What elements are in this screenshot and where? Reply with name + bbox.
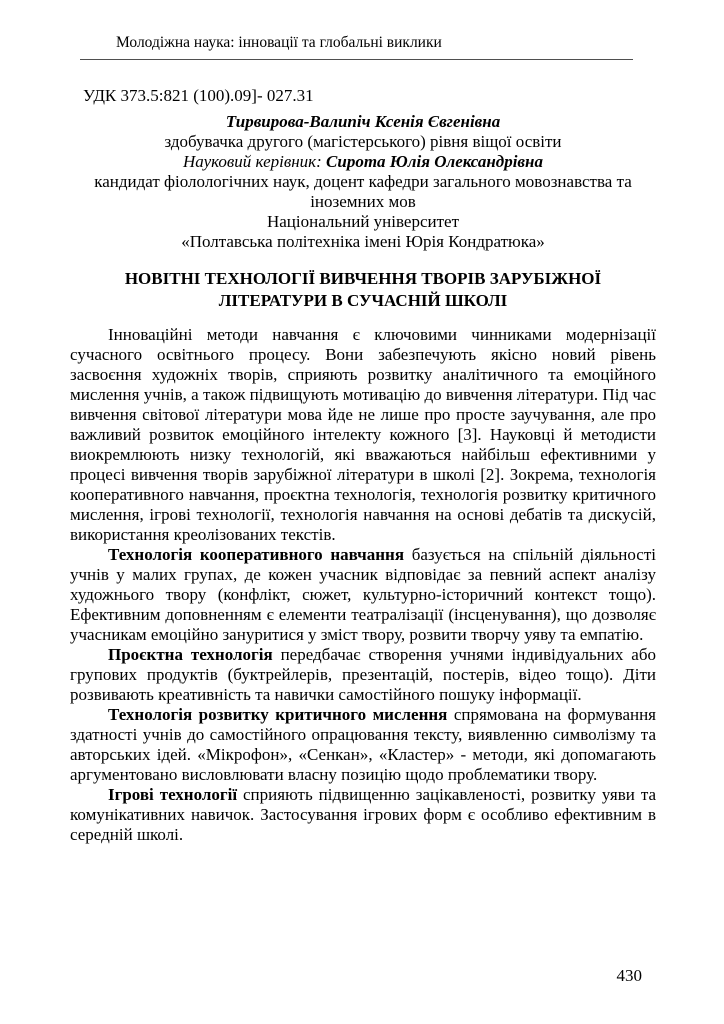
affiliation-line-2: «Полтавська політехніка імені Юрія Кондратюка» [181, 232, 545, 251]
paragraph-lead: Проєктна технологія [108, 645, 273, 664]
paragraph [70, 325, 656, 545]
article-title: НОВІТНІ ТЕХНОЛОГІЇ ВИВЧЕННЯ ТВОРІВ ЗАРУБІЖНОЇ ЛІТЕРАТУРИ В СУЧАСНІЙ ШКОЛІ [124, 269, 602, 310]
supervisor-role: кандидат фіолологічних наук, доцент кафедри загального мовознавства та іноземних мов [94, 172, 632, 211]
paragraph-lead: Технологія кооперативного навчання [108, 545, 405, 564]
paragraph [70, 785, 656, 845]
paragraph-text: Інноваційні методи навчання є ключовими чинниками модернізації сучасного освітнього процесу. Вони забезпечують якісно новий рівень засвоєння художніх творів, сприяють розвитку аналітичного та емоційного мислення учнів, а також підвищують мотивацію до вивчення літератури. Під час вивчення світової літератури мова йде не лише про просте заучування, але про важливий розвиток емоційного інтелекту кожного [3]. Науковці й методисти виокремлюють низку технологій, які вважаються найбільш ефективними у процесі вивчення творів зарубіжної літератури в школі [2]. Зокрема, технологія кооперативного навчання, проєктна технологія, технологія розвитку критичного мислення, ігрові технології, технологія навчання на основі дебатів та дискусій, використання креолізованих текстів. [70, 325, 656, 544]
paragraph-lead: Ігрові технології [108, 785, 238, 804]
affiliation-line-1: Національний університет [266, 212, 460, 231]
paragraph-text: сприяють підвищенню зацікавленості, розвитку уяви та комунікативних навичок. Застосування ігрових форм є особливо ефективним в середній школі. [70, 785, 657, 844]
article-body [70, 325, 656, 845]
page-content [0, 86, 724, 845]
running-head [80, 34, 633, 60]
udc-code: УДК 373.5:821 (100).09]- 027.31 [83, 86, 314, 105]
paragraph-text: передбачає створення учнями індивідуальних або групових продуктів (буктрейлерів, презентацій, постерів, відео тощо). Діти розвивають креативність та навички самостійного пошуку інформації. [70, 645, 656, 704]
author-role: здобувачка другого (магістерського) рівня віщої освіти [164, 132, 562, 151]
paragraph-text: базується на спільній діяльності учнів у малих групах, де кожен учасник відповідає за певний аспект аналізу художнього твору (конфлікт, сюжет, культурно-історичний контекст тощо). Ефективним доповненням є елементи театралізації (інсценування), що дозволяє учасникам емоційно зануритися у зміст твору, розвити творчу уяву та емпатію. [70, 545, 656, 644]
running-head-text: Молодіжна наука: інновації та глобальні виклики [116, 34, 442, 51]
paragraph-text: спрямована на формування здатності учнів до самостійного опрацювання тексту, виявленню символізму та авторських ідей. «Мікрофон», «Сенкан», «Кластер» - методи, які допомагають аргументовано висловлювати власну позицію щодо проблематики твору. [70, 705, 656, 784]
paragraph [70, 545, 656, 645]
page-number: 430 [616, 966, 642, 985]
paragraph [70, 705, 656, 785]
byline-block [70, 112, 656, 252]
author-name: Тирвирова-Валипіч Ксенія Євгенівна [225, 112, 501, 131]
supervisor-name: Сирота Юлія Олександрівна [326, 152, 543, 171]
paragraph-lead: Технологія розвитку критичного мислення [108, 705, 448, 724]
paragraph [70, 645, 656, 705]
supervisor-line [70, 152, 656, 172]
supervisor-label: Науковий керівник: [183, 152, 327, 171]
